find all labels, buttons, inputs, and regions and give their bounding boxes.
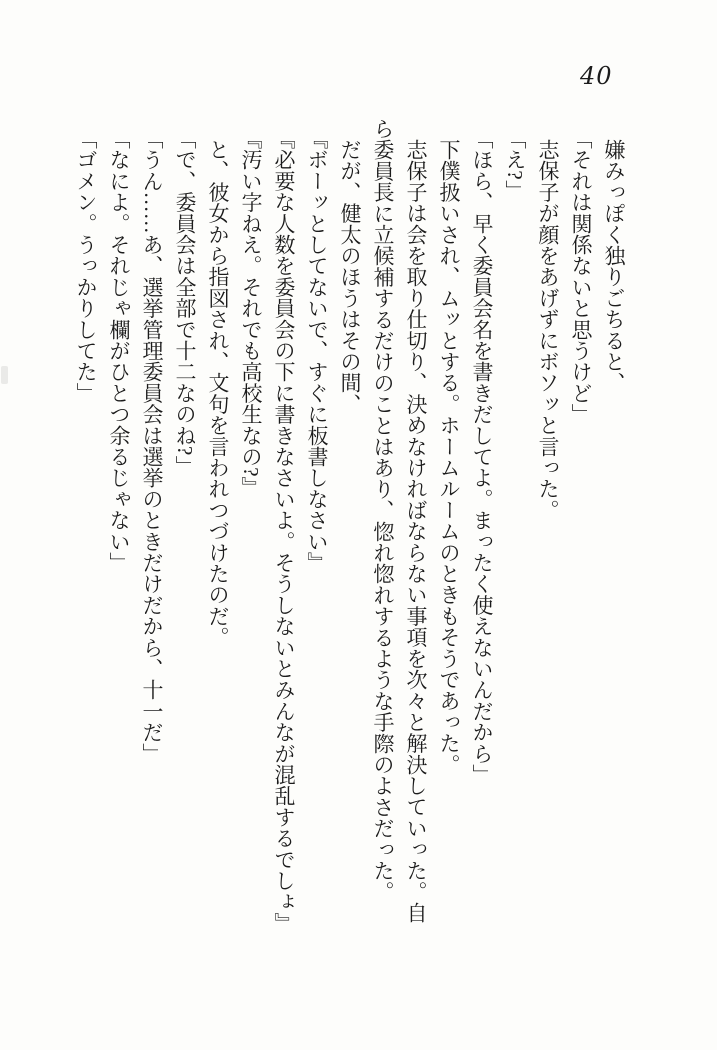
- page-number: 40: [580, 62, 613, 90]
- paragraph: 志保子が顔をあげずにボソッと言った。: [536, 139, 560, 521]
- paragraph: 下僕扱いされ、ムッとする。ホームルームのときもそうであった。: [437, 139, 461, 775]
- paragraph: 『汚い字ねえ。それでも高校生なの?』: [239, 128, 263, 498]
- paragraph: 「え?」: [503, 128, 527, 202]
- paragraph: 「うん……あ、選挙管理委員会は選挙のときだけだから、十一だ」: [140, 128, 164, 764]
- paragraph: 志保子は会を取り仕切り、決めなければならない事項を次々と解決していった。自ら委員長に立候補するだけのことはあり、惚れ惚れするような手際のよさだった。: [371, 118, 428, 924]
- paragraph: 「なによ。それじゃ欄がひとつ余るじゃない」: [107, 128, 131, 574]
- paragraph: 「で、委員会は全部で十二なのね?」: [173, 128, 197, 477]
- paragraph: と、彼女から指図され、文句を言われつづけたのだ。: [206, 139, 230, 648]
- vertical-text-block: [69, 118, 630, 938]
- paragraph: だが、健太のほうはその間、: [338, 139, 362, 415]
- scan-artifact-mark: [1, 366, 8, 384]
- paragraph: 『ボーッとしてないで、すぐに板書しなさい』: [305, 128, 329, 574]
- paragraph: 嫌みっぽく独りごちると、: [602, 139, 626, 394]
- paragraph: 「ゴメン。うっかりしてた」: [74, 128, 98, 404]
- paragraph: 「ほら、早く委員会名を書きだしてよ。まったく使えないんだから」: [470, 128, 494, 786]
- paragraph: 「それは関係ないと思うけど」: [569, 128, 593, 425]
- paragraph: 『必要な人数を委員会の下に書きなさいよ。そうしないとみんなが混乱するでしょ』: [272, 128, 296, 934]
